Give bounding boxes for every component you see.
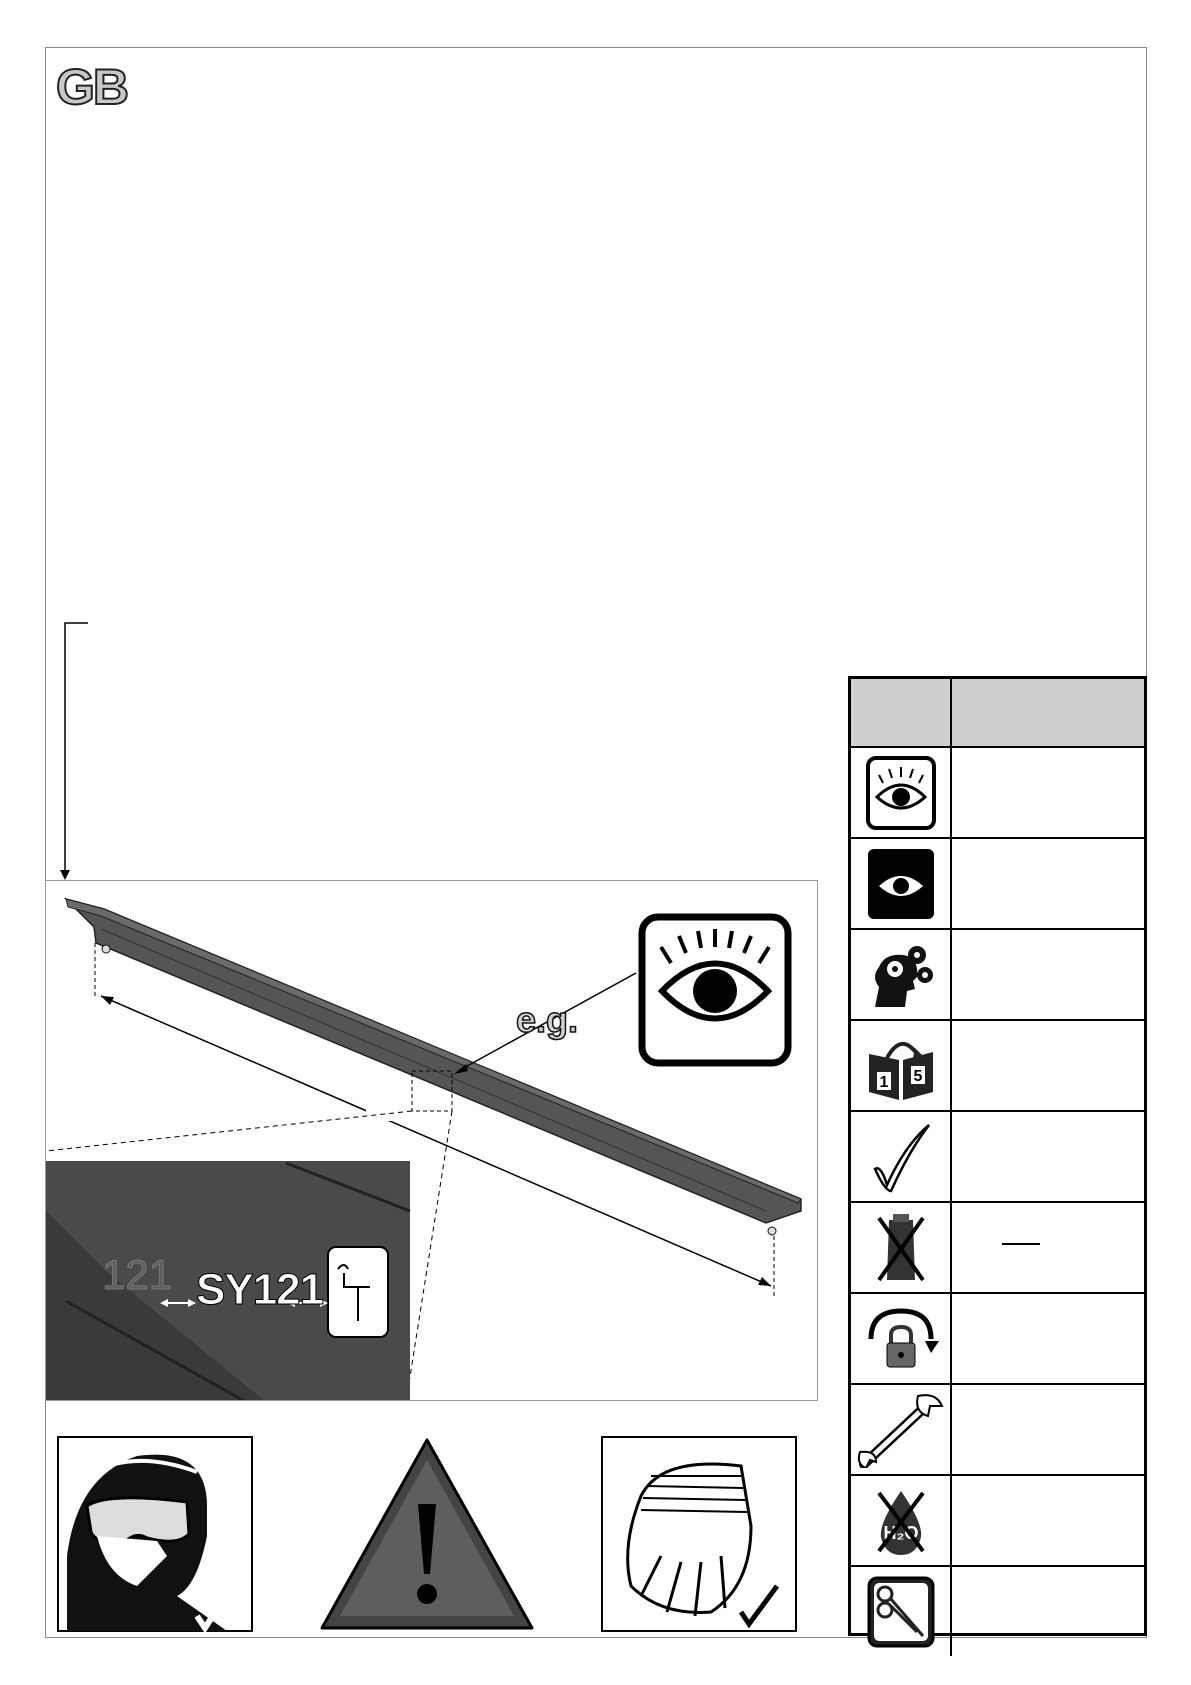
rail-diagram [45,880,818,1401]
legend-row [851,839,1144,930]
legend-row [851,1385,1144,1476]
language-code: GB [56,59,127,115]
legend-row [851,930,1144,1021]
symbol-legend [848,676,1147,1636]
legend-row [851,1567,1144,1656]
svg-text:5: 5 [913,1067,922,1085]
checkmark-icon [865,1119,937,1195]
safety-gloves-icon [601,1436,797,1632]
legend-row [851,1294,1144,1385]
part-code: SY121 [196,1265,324,1314]
legend-row [851,1112,1144,1203]
svg-text:1: 1 [879,1073,888,1091]
part-id-icon [328,1247,388,1337]
legend-header [851,679,1144,748]
lock-rotate-icon [861,1301,941,1377]
callout-arrow [58,622,88,882]
legend-row [851,1021,1144,1112]
no-glue-icon [865,1210,937,1286]
eg-label: e.g. [516,999,579,1040]
legend-row [851,1476,1144,1567]
legend-underline [1002,1243,1040,1245]
no-water-icon [865,1483,937,1559]
legend-row [851,748,1144,839]
wrench-icon [856,1392,946,1468]
book-steps-icon [865,1028,937,1104]
safety-goggles-icon [57,1436,253,1632]
svg-text:H₂O: H₂O [883,1522,918,1543]
stamp-number: 121 [102,1251,173,1298]
eye-outline-icon [865,755,937,831]
eye-solid-icon [865,846,937,922]
eye-outline-icon [642,917,788,1063]
scissors-icon [865,1574,937,1650]
legend-row [851,1203,1144,1294]
warning-triangle-icon [318,1436,536,1632]
rail-illustration [46,881,818,1401]
head-gears-icon [865,937,937,1013]
